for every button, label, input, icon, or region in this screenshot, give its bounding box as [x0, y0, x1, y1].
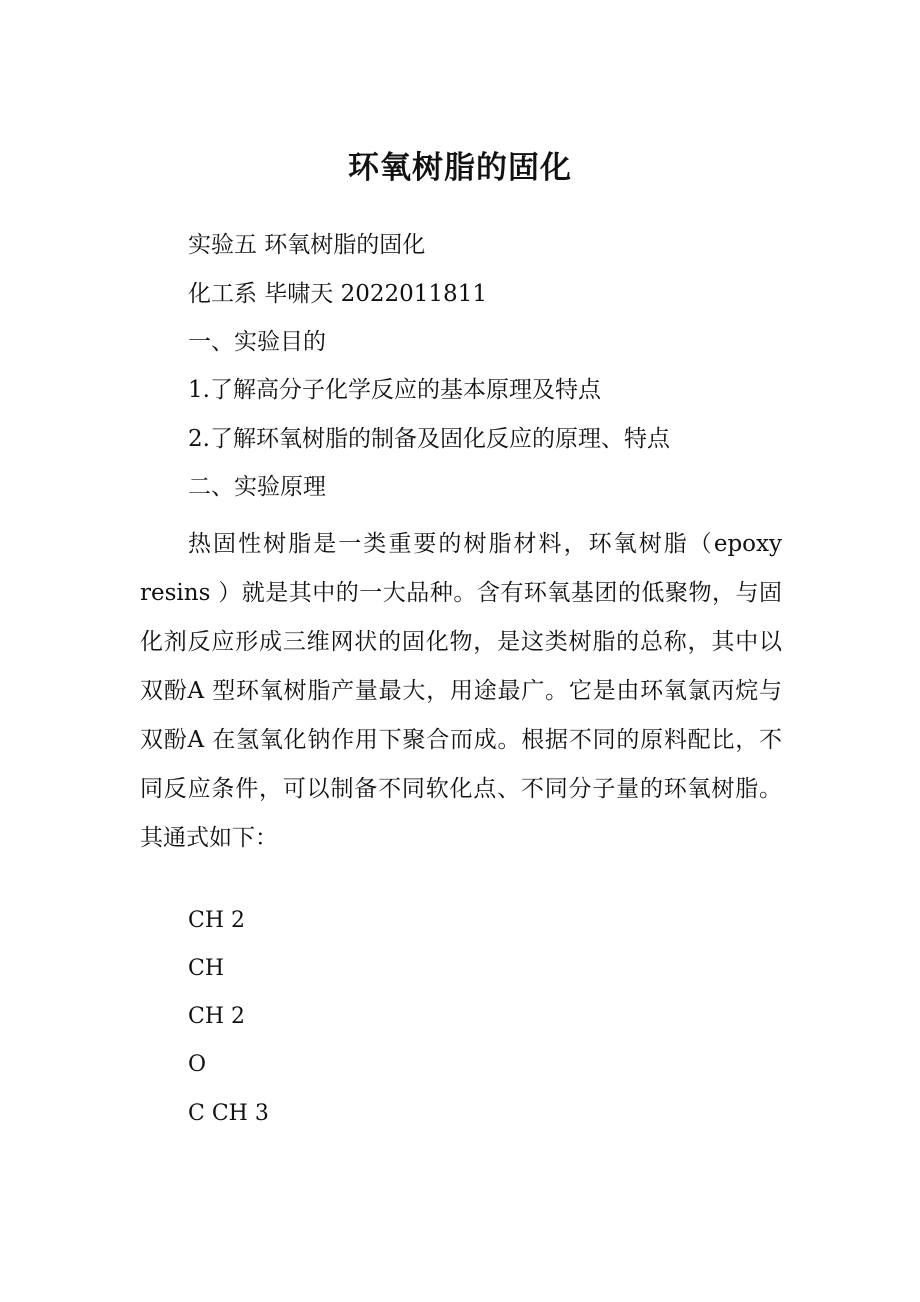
- formula-line-3: CH 2: [188, 1004, 246, 1029]
- experiment-heading: 实验五 环氧树脂的固化: [188, 232, 426, 258]
- purpose-item-2: 2.了解环氧树脂的制备及固化反应的原理、特点: [188, 426, 670, 452]
- author-line: 化工系 毕啸天 2022011811: [188, 281, 487, 307]
- document-title: 环氧树脂的固化: [348, 150, 572, 186]
- principle-paragraph: 热固性树脂是一类重要的树脂材料，环氧树脂（epoxy resins ）就是其中的一大品种。含有环氧基团的低聚物，与固化剂反应形成三维网状的固化物，是这类树脂的总称，其中以双酚A 型环氧树脂产量最大，用途最广。它是由环氧氯丙烷与双酚A 在氢氧化钠作用下聚合而成。根据不同的原料配比，不同反应条件，可以制备不同软化点、不同分子量的环氧树脂。其通式如下：: [140, 531, 782, 851]
- purpose-item-1: 1.了解高分子化学反应的基本原理及特点: [188, 377, 601, 403]
- formula-line-5: C CH 3: [188, 1101, 269, 1126]
- formula-line-4: O: [188, 1052, 207, 1077]
- section-heading-principle: 二、实验原理: [188, 474, 326, 500]
- section-heading-purpose: 一、实验目的: [188, 329, 326, 355]
- formula-line-2: CH: [188, 956, 225, 981]
- formula-line-1: CH 2: [188, 908, 246, 933]
